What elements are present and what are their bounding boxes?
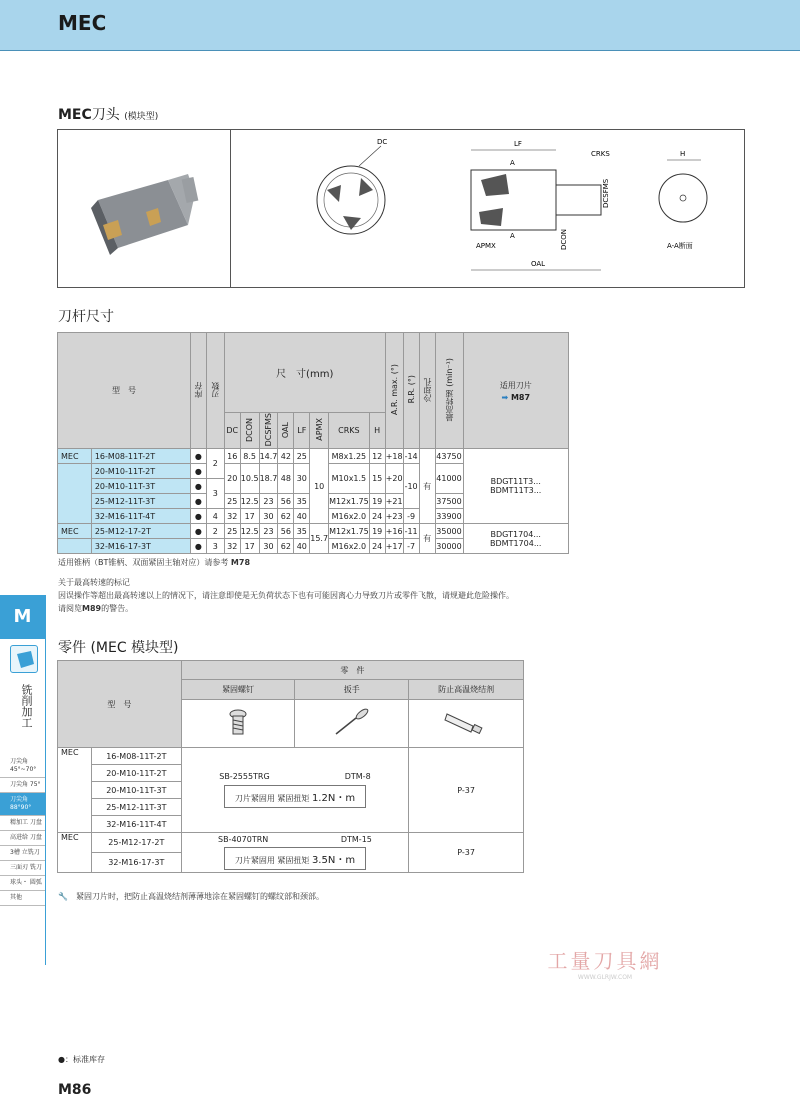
col-oal: OAL <box>278 413 294 449</box>
table-row <box>58 524 569 539</box>
col-crks: CRKS <box>329 413 370 449</box>
oal-cell: 62 <box>278 509 294 524</box>
flutes-cell: 4 <box>206 509 224 524</box>
oal-cell: 62 <box>278 539 294 554</box>
wrench-icon <box>295 700 409 748</box>
model-cell: 20-M10-11T-2T <box>91 464 190 479</box>
crks-cell: M16x2.0 <box>329 509 370 524</box>
parts-model-cell: 16-M08-11T-2T <box>91 748 181 765</box>
parts-header-parts: 零 件 <box>181 661 523 680</box>
model-cell: 32-M16-11T-4T <box>91 509 190 524</box>
side-menu-item[interactable]: 三面刃 铣刀 <box>0 861 45 876</box>
parts-model-cell: 25-M12-17-2T <box>91 833 181 853</box>
parts-model-cell: 32-M16-17-3T <box>91 853 181 873</box>
h-cell: 24 <box>369 539 385 554</box>
lf-cell: 40 <box>294 509 310 524</box>
col-apmx: APMX <box>310 413 329 449</box>
parts-group2-spec <box>181 833 408 873</box>
taper-note: 适用锥柄（BT锥柄、双面紧固主轴对应）请参考 M78 <box>58 558 251 567</box>
warning-ref-link[interactable]: M89 <box>82 604 102 613</box>
diagram-box <box>57 129 745 288</box>
side-menu-item[interactable]: 刀尖角 45°~70° <box>0 755 45 778</box>
side-menu-item[interactable]: 精加工 刀盘 <box>0 816 45 831</box>
section-title-rest: 刀头 <box>91 107 120 123</box>
flutes-cell: 3 <box>206 539 224 554</box>
dcon-cell: 17 <box>240 539 259 554</box>
flutes-cell: 2 <box>206 524 224 539</box>
lf-cell: 35 <box>294 494 310 509</box>
dc-cell: 20 <box>224 464 240 494</box>
oal-cell: 56 <box>278 524 294 539</box>
dcsfms-cell: 23 <box>259 524 278 539</box>
section-title-dimensions: 刀杆尺寸 <box>58 309 114 325</box>
header-rule <box>0 50 800 51</box>
screw-code: SB-2555TRG <box>219 772 270 781</box>
dc-cell: 25 <box>224 494 240 509</box>
dc-cell: 32 <box>224 509 240 524</box>
milling-icon <box>10 645 38 673</box>
speed-cell: 43750 <box>435 449 463 464</box>
h-cell: 24 <box>369 509 385 524</box>
torque-box: 刀片紧固用 紧固扭矩 1.2N・m <box>224 785 366 808</box>
spec-header-speed: 最高转速 (min⁻¹) <box>435 333 463 449</box>
spec-header-flutes: 刃数 <box>206 333 224 449</box>
parts-header-model: 型 号 <box>58 661 182 748</box>
rr-cell: -11 <box>403 524 419 539</box>
parts-table <box>57 660 524 873</box>
spec-header-stock: 库存 <box>190 333 206 449</box>
label-dc: DC <box>377 138 388 146</box>
cutter-photo <box>58 130 230 289</box>
insert-cell: BDGT1704... BDMT1704... <box>463 524 569 554</box>
section-title-cutter <box>58 104 158 124</box>
rr-cell: -9 <box>403 509 419 524</box>
side-menu-item[interactable]: 高进给 刀盘 <box>0 831 45 846</box>
stock-cell: ● <box>190 509 206 524</box>
watermark-text: 工量刀具網 <box>547 949 663 973</box>
speed-cell: 30000 <box>435 539 463 554</box>
model-cell: 20-M10-11T-3T <box>91 479 190 494</box>
stock-cell: ● <box>190 494 206 509</box>
col-h: H <box>369 413 385 449</box>
parts-model-cell: 20-M10-11T-3T <box>91 782 181 799</box>
rr-cell: -14 <box>403 449 419 464</box>
label-a-top: A <box>510 159 515 167</box>
col-dcsfms: DCSFMS <box>259 413 278 449</box>
oal-cell: 56 <box>278 494 294 509</box>
parts-header-screw: 紧固螺钉 <box>181 680 295 700</box>
dcsfms-cell: 30 <box>259 539 278 554</box>
side-menu-item-active[interactable]: 刀尖角 88°90° <box>0 793 45 816</box>
crks-cell: M12x1.75 <box>329 494 370 509</box>
label-lf: LF <box>514 140 522 148</box>
group-prefix: MEC <box>58 524 92 539</box>
ar-cell: +17 <box>385 539 403 554</box>
group-prefix: MEC <box>58 449 92 464</box>
tube-icon <box>409 700 524 748</box>
parts-note: 🔧 紧固刀片时，把防止高温烧结剂薄薄地涂在紧固螺钉的螺纹部和颈部。 <box>58 892 324 901</box>
header-band <box>0 0 800 50</box>
side-line <box>45 595 46 965</box>
label-aa-section: A-A断面 <box>667 242 693 250</box>
lf-cell: 35 <box>294 524 310 539</box>
dcsfms-cell: 14.7 <box>259 449 278 464</box>
taper-ref-link[interactable]: M78 <box>230 558 251 567</box>
spec-header-rr: R.R. (°) <box>403 333 419 449</box>
dc-cell: 32 <box>224 539 240 554</box>
wrench-note-icon: 🔧 <box>58 892 68 901</box>
dcon-cell: 8.5 <box>240 449 259 464</box>
watermark-url: WWW.GLRJW.COM <box>577 974 633 981</box>
model-cell: 25-M12-17-2T <box>91 524 190 539</box>
side-menu-item[interactable]: 其他 <box>0 891 45 906</box>
dcsfms-cell: 30 <box>259 509 278 524</box>
table-row <box>58 748 524 765</box>
insert-cell: BDGT11T3... BDMT11T3... <box>463 449 569 524</box>
stock-legend: ●：标准库存 <box>58 1055 105 1064</box>
ar-cell: +21 <box>385 494 403 509</box>
side-menu-item[interactable]: 球头・ 圆弧 <box>0 876 45 891</box>
speed-cell: 41000 <box>435 464 463 494</box>
wrench-code: DTM-8 <box>344 772 371 781</box>
page-number: M86 <box>58 1082 92 1098</box>
flutes-cell: 2 <box>206 449 224 479</box>
side-tab-m[interactable]: M <box>0 595 45 639</box>
h-cell: 19 <box>369 494 385 509</box>
table-row <box>58 833 524 853</box>
oal-cell: 42 <box>278 449 294 464</box>
label-h: H <box>680 150 686 158</box>
crks-cell: M8x1.25 <box>329 449 370 464</box>
section-title-bold: MEC <box>58 107 92 123</box>
label-dcsfms: DCSFMS <box>602 178 610 208</box>
rr-cell: -10 <box>403 464 419 509</box>
parts-model-cell: 25-M12-11T-3T <box>91 799 181 816</box>
stock-cell: ● <box>190 449 206 464</box>
label-crks: CRKS <box>591 150 610 158</box>
lf-cell: 40 <box>294 539 310 554</box>
label-apmx: APMX <box>476 242 496 250</box>
ar-cell: +20 <box>385 464 403 494</box>
section-title-small: (模块型) <box>124 112 159 122</box>
section-title-parts: 零件 (MEC 模块型) <box>58 640 179 656</box>
stock-cell: ● <box>190 524 206 539</box>
watermark <box>540 945 670 981</box>
parts-group-prefix: MEC <box>58 833 92 873</box>
dcsfms-cell: 18.7 <box>259 464 278 494</box>
spec-table <box>57 332 569 554</box>
parts-header-wrench: 扳手 <box>295 680 409 700</box>
wrench-code: DTM-15 <box>340 835 372 844</box>
col-dc: DC <box>224 413 240 449</box>
model-cell: 25-M12-11T-3T <box>91 494 190 509</box>
spec-header-model: 型 号 <box>58 333 191 449</box>
stock-cell: ● <box>190 479 206 494</box>
anti-seize-code: P-37 <box>409 748 524 833</box>
label-oal: OAL <box>531 260 546 268</box>
warning-note: 请阅览M89的警告。 <box>58 604 134 613</box>
h-cell: 15 <box>369 464 385 494</box>
screw-icon <box>181 700 295 748</box>
speed-note-body: 因误操作等超出最高转速以上的情况下，请注意即使是无负荷状态下也有可能因离心力导致刀片或零件飞散，请规避此危险操作。 <box>58 591 514 600</box>
parts-model-cell: 32-M16-11T-4T <box>91 816 181 833</box>
model-cell: 16-M08-11T-2T <box>91 449 190 464</box>
parts-group-prefix: MEC <box>58 748 92 833</box>
model-cell: 32-M16-17-3T <box>91 539 190 554</box>
label-a-bottom: A <box>510 232 515 240</box>
spec-header-insert: 适用刀片 ➡ M87 <box>463 333 569 449</box>
col-dcon: DCON <box>240 413 259 449</box>
parts-header-anti-seize: 防止高温烧结剂 <box>409 680 524 700</box>
apmx-cell: 15.7 <box>310 524 329 554</box>
torque-box: 刀片紧固用 紧固扭矩 3.5N・m <box>224 847 366 870</box>
oal-cell: 48 <box>278 464 294 494</box>
lf-cell: 30 <box>294 464 310 494</box>
dcon-cell: 17 <box>240 509 259 524</box>
speed-cell: 33900 <box>435 509 463 524</box>
side-menu <box>0 755 45 906</box>
dc-cell: 16 <box>224 449 240 464</box>
parts-model-cell: 20-M10-11T-2T <box>91 765 181 782</box>
spec-header-dimensions: 尺 寸(mm) <box>224 333 385 413</box>
dcon-cell: 12.5 <box>240 494 259 509</box>
coolant-cell: 有 <box>419 449 435 524</box>
side-menu-item[interactable]: 刀尖角 75° <box>0 778 45 793</box>
ar-cell: +23 <box>385 509 403 524</box>
dimension-drawing <box>231 130 746 289</box>
ar-cell: +16 <box>385 524 403 539</box>
dcsfms-cell: 23 <box>259 494 278 509</box>
side-category-label: 铣削加工 <box>20 684 33 728</box>
spec-header-ar: A.R. max. (°) <box>385 333 403 449</box>
apmx-cell: 10 <box>310 449 329 524</box>
crks-cell: M10x1.5 <box>329 464 370 494</box>
table-row <box>58 449 569 464</box>
dcon-cell: 12.5 <box>240 524 259 539</box>
speed-cell: 35000 <box>435 524 463 539</box>
page-header-title: MEC <box>58 11 107 35</box>
stock-cell: ● <box>190 539 206 554</box>
parts-group1-spec <box>181 748 408 833</box>
speed-note-title: 关于最高转速的标记 <box>58 578 130 587</box>
spec-header-coolant: 冷却孔 <box>419 333 435 449</box>
col-lf: LF <box>294 413 310 449</box>
lf-cell: 25 <box>294 449 310 464</box>
label-dcon: DCON <box>560 228 568 250</box>
speed-cell: 37500 <box>435 494 463 509</box>
dc-cell: 25 <box>224 524 240 539</box>
anti-seize-code: P-37 <box>409 833 524 873</box>
crks-cell: M12x1.75 <box>329 524 370 539</box>
h-cell: 19 <box>369 524 385 539</box>
stock-cell: ● <box>190 464 206 479</box>
ar-cell: +18 <box>385 449 403 464</box>
side-menu-item[interactable]: 3槽 立铣刀 <box>0 846 45 861</box>
screw-code: SB-4070TRN <box>218 835 269 844</box>
dcon-cell: 10.5 <box>240 464 259 494</box>
rr-cell: -7 <box>403 539 419 554</box>
coolant-cell: 有 <box>419 524 435 554</box>
flutes-cell: 3 <box>206 479 224 509</box>
h-cell: 12 <box>369 449 385 464</box>
insert-ref-link[interactable]: M87 <box>510 392 531 402</box>
crks-cell: M16x2.0 <box>329 539 370 554</box>
